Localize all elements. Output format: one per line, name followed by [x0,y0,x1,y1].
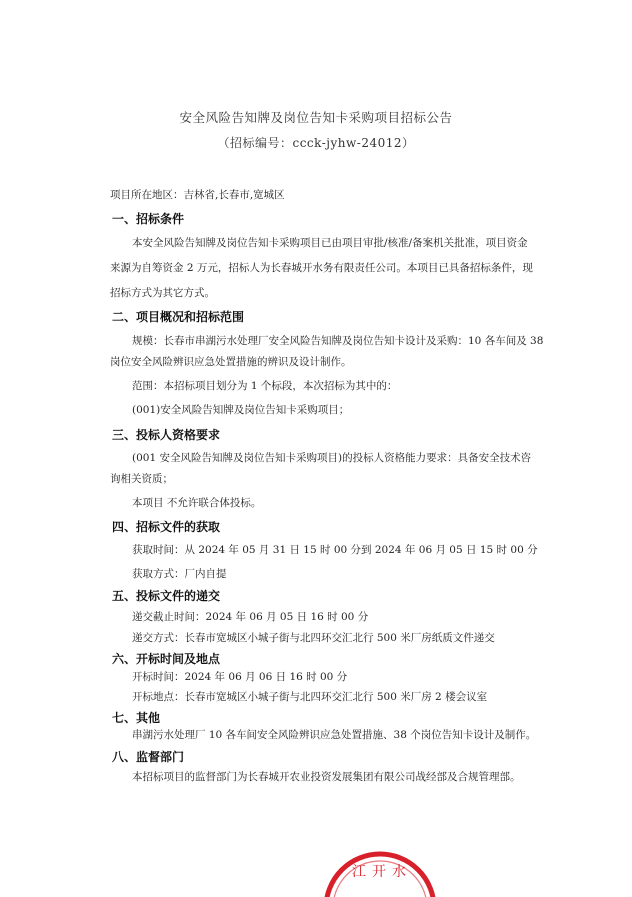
section-heading-bid-submission: 五、投标文件的递交 [112,589,221,603]
paragraph-line: 本项目 不允许联合体投标。 [132,497,262,509]
tender-number: （招标编号：ccck-jyhw-24012） [217,136,415,150]
section-heading-bid-opening: 六、开标时间及地点 [112,652,221,666]
paragraph-line: 获取时间：从 2024 年 05 月 31 日 15 时 00 分到 2024 年 06 月 05 日 15 时 00 分 [132,544,538,556]
paragraph-line: 开标时间：2024 年 06 月 06 日 16 时 00 分 [132,671,348,683]
section-heading-tender-conditions: 一、招标条件 [112,212,185,226]
paragraph-line: 规模：长春市串湖污水处理厂安全风险告知牌及岗位告知卡设计及采购：10 各车间及 38 [132,335,544,347]
section-heading-bidder-qualifications: 三、投标人资格要求 [112,428,221,442]
paragraph-line: 岗位安全风险辨识应急处置措施的辨识及设计制作。 [110,356,352,368]
section-heading-document-acquisition: 四、招标文件的获取 [112,520,221,534]
paragraph-line: 递交方式：长春市宽城区小城子街与北四环交汇北行 500 米厂房纸质文件递交 [132,632,495,644]
paragraph-line: (001)安全风险告知牌及岗位告知卡采购项目； [132,404,350,416]
paragraph-line: 招标方式为其它方式。 [110,287,215,299]
section-heading-project-overview: 二、项目概况和招标范围 [112,310,245,324]
paragraph-line: (001 安全风险告知牌及岗位告知卡采购项目)的投标人资格能力要求：具备安全技术咨 [132,452,532,464]
section-heading-supervision: 八、监督部门 [112,750,185,764]
official-seal [322,846,442,897]
paragraph-line: 本招标项目的监督部门为长春城开农业投资发展集团有限公司战经部及合规管理部。 [132,771,521,783]
paragraph-line: 本安全风险告知牌及岗位告知卡采购项目已由项目审批/核准/备案机关批准，项目资金 [132,237,528,249]
paragraph-line: 获取方式：厂内自提 [132,568,227,580]
paragraph-line: 递交截止时间：2024 年 06 月 05 日 16 时 00 分 [132,611,369,623]
paragraph-line: 开标地点：长春市宽城区小城子街与北四环交汇北行 500 米厂房 2 楼会议室 [132,691,488,703]
section-heading-other: 七、其他 [112,711,161,725]
paragraph-line: 串湖污水处理厂 10 各车间安全风险辨识应急处置措施、38 个岗位告知卡设计及制作。 [132,729,537,741]
paragraph-line: 询相关资质； [110,473,173,485]
paragraph-line: 来源为自筹资金 2 万元，招标人为长春城开水务有限责任公司。本项目已具备招标条件，现 [110,262,533,274]
svg-text:江开水: 江开水 [352,864,412,880]
document-title: 安全风险告知牌及岗位告知卡采购项目招标公告 [179,110,453,125]
paragraph-line: 范围：本招标项目划分为 1 个标段，本次招标为其中的： [132,380,398,392]
project-location: 项目所在地区：吉林省,长春市,宽城区 [110,189,285,201]
